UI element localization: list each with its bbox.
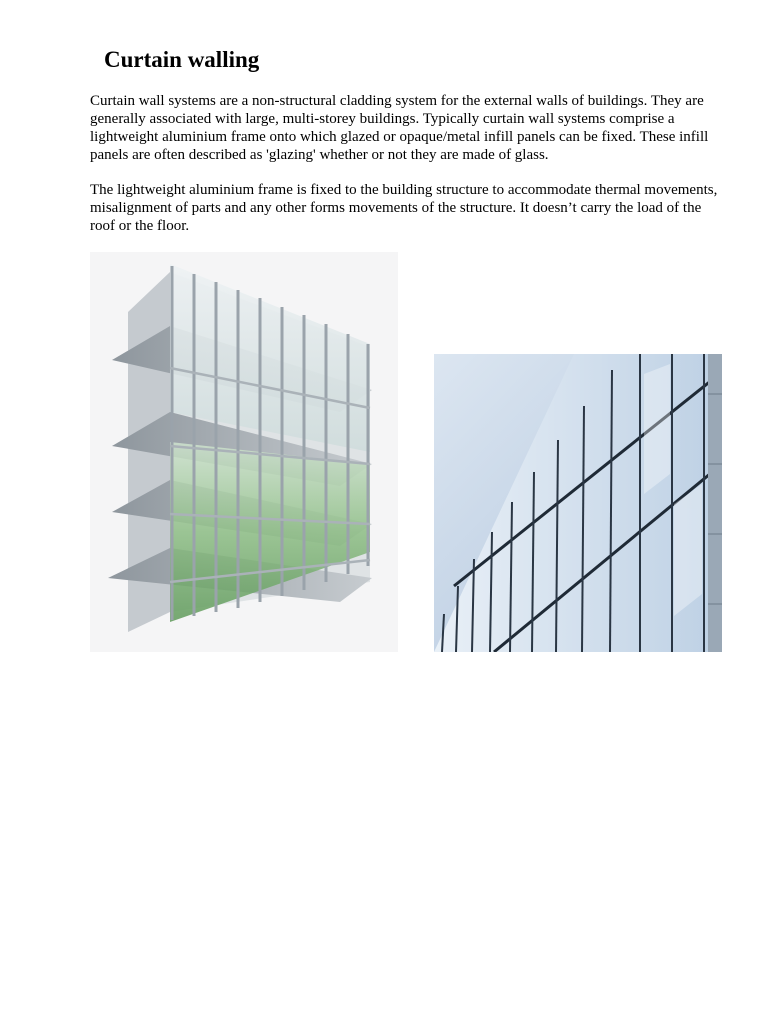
paragraph-intro: Curtain wall systems are a non-structural cladding system for the external walls of buildings. They are generally associated with large, multi-storey buildings. Typically curtain wall systems comprise a lightweight aluminium frame onto which glazed or opaque/metal infill panels can be fixed. These infill panels are often described as 'glazing' whether or not they are made of glass. — [90, 93, 709, 163]
glass-facade-photo — [434, 354, 722, 652]
page-title: Curtain walling — [104, 47, 260, 72]
paragraph-frame: The lightweight aluminium frame is fixed to the building structure to accommodate thermal movements, misalignment of parts and any other forms movements of the structure. It doesn’t carry the load of the roof or the floor. — [90, 182, 718, 234]
curtain-wall-section-image — [90, 252, 398, 652]
